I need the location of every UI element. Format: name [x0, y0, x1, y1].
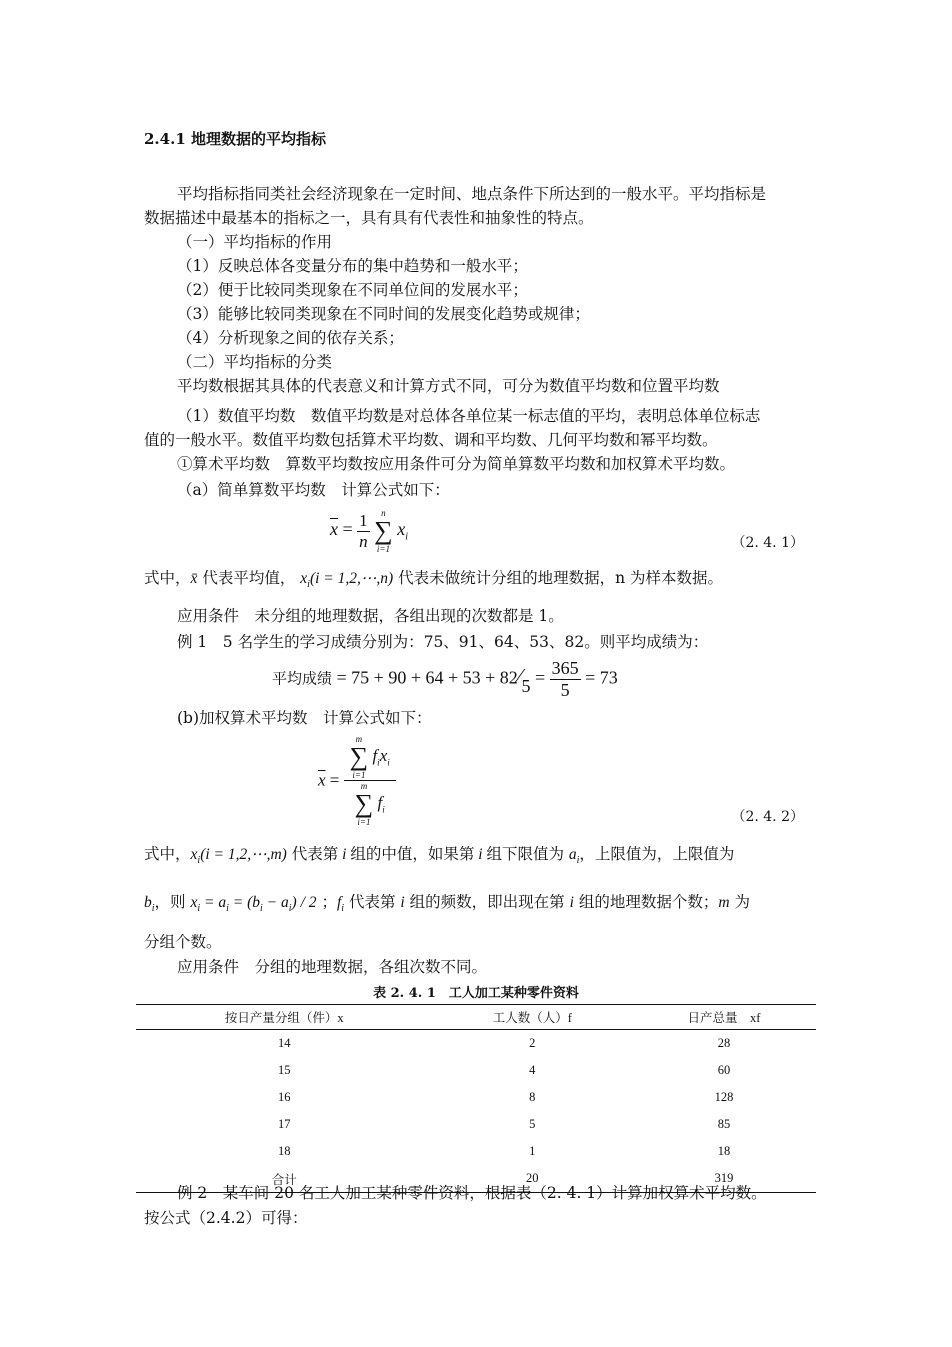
- paragraph-formula-explain-2: 式中，$x_i(i$ = 1,2,⋯,m) 代表第 i 组的中值，如果第 i 组下限值为 $a_i$，上限值为，上限值为: [144, 845, 735, 867]
- table-cell: 16: [278, 1090, 291, 1104]
- table-cell: 15: [278, 1063, 291, 1077]
- formula-simple-mean: $\overline{x}$ = $\frac{1}{n}$ n ∑ i=1 $x_i$: [330, 508, 408, 554]
- table-caption: 表 2. 4. 1 工人加工某种零件资料: [373, 986, 579, 1001]
- equation-number-1: （2. 4. 1）: [731, 535, 804, 551]
- table-cell: 60: [717, 1063, 731, 1077]
- table-row: [136, 1030, 816, 1058]
- table-row: [136, 1138, 816, 1165]
- paragraph-example-1: 例 1 5 名学生的学习成绩分别为：75、91、64、53、82。则平均成绩为：: [177, 633, 709, 651]
- table-cell: 18: [278, 1144, 291, 1158]
- list-item-2: （2）便于比较同类现象在不同单位间的发展水平；: [177, 281, 528, 299]
- column-header: 日产总量 xf: [632, 1005, 816, 1030]
- formula-example-1: 平均成绩 = 75 + 90 + 64 + 53 + 82⁄5 = $\frac{365}{5}$ = 73: [272, 658, 618, 700]
- column-header: 工人数（人）f: [433, 1005, 632, 1030]
- list-item-4: （4）分析现象之间的依存关系；: [177, 329, 404, 347]
- formula-weighted-mean: $\overline{x}$ = m ∑ i=1 $f_ix_i$ m ∑ i=1 $f_i$: [318, 734, 396, 827]
- paragraph-condition-1: 应用条件 未分组的地理数据，各组出现的次数都是 1。: [177, 607, 564, 625]
- table-cell: 2: [529, 1036, 536, 1050]
- table-cell: 128: [714, 1090, 734, 1104]
- paragraph-intro-2: 数据描述中最基本的指标之一，具有具有代表性和抽象性的特点。: [144, 209, 594, 227]
- table-cell: 28: [717, 1036, 731, 1050]
- list-item-1: （1）反映总体各变量分布的集中趋势和一般水平；: [177, 257, 528, 275]
- table-cell: 合计: [136, 1165, 433, 1193]
- table-cell: 17: [278, 1117, 291, 1131]
- table-row: [136, 1057, 816, 1084]
- paragraph-groups: 分组个数。: [144, 933, 222, 951]
- data-table: [136, 1004, 816, 1193]
- column-header: 按日产量分组（件）x: [136, 1005, 433, 1030]
- section-heading: 2.4.1 地理数据的平均指标: [144, 130, 326, 148]
- paragraph-intro-1: 平均指标指同类社会经济现象在一定时间、地点条件下所达到的一般水平。平均指标是: [177, 185, 767, 203]
- paragraph-numeric-2: 值的一般水平。数值平均数包括算术平均数、调和平均数、几何平均数和幂平均数。: [144, 431, 718, 449]
- table-cell: 18: [717, 1144, 731, 1158]
- table-cell: 1: [529, 1144, 536, 1158]
- table-row: [136, 1084, 816, 1111]
- subheading-role: （一）平均指标的作用: [177, 233, 333, 251]
- paragraph-example-2-cont: 按公式（2.4.2）可得：: [144, 1209, 308, 1227]
- paragraph-numeric-1: （1）数值平均数 数值平均数是对总体各单位某一标志值的平均，表明总体单位标志: [177, 407, 761, 425]
- paragraph-formula-explain-3: $b_i$，则 $x_i = a_i = (b_i - a_i) / 2$ ；$f_i$ 代表第 i 组的频数，即出现在第 i 组的地理数据个数；m 为: [144, 893, 750, 915]
- table-cell: 85: [717, 1117, 731, 1131]
- table-cell: 4: [529, 1063, 536, 1077]
- table-cell: 20: [433, 1165, 632, 1193]
- table-row: [136, 1111, 816, 1138]
- list-item-3: （3）能够比较同类现象在不同时间的发展变化趋势或规律；: [177, 305, 590, 323]
- table-cell: 319: [632, 1165, 816, 1193]
- table-cell: 5: [529, 1117, 536, 1131]
- paragraph-condition-2: 应用条件 分组的地理数据，各组次数不同。: [177, 958, 488, 976]
- table-cell: 14: [278, 1036, 291, 1050]
- paragraph-example-2: 例 2 某车间 20 名工人加工某种零件资料，根据表（2. 4. 1）计算加权算术平均数。: [177, 1184, 767, 1202]
- paragraph-formula-explain-1: 式中，x̄ 代表平均值， $x_i(i$ = 1,2,⋯,n) 代表未做统计分组的地理数据，n 为样本数据。: [144, 569, 723, 591]
- equation-number-2: （2. 4. 2）: [731, 809, 804, 825]
- paragraph-class: 平均数根据其具体的代表意义和计算方式不同，可分为数值平均数和位置平均数: [177, 377, 720, 395]
- paragraph-weighted: (b)加权算术平均数 计算公式如下：: [177, 709, 432, 727]
- table-cell: 8: [529, 1090, 536, 1104]
- subheading-class: （二）平均指标的分类: [177, 353, 333, 371]
- table-header-row: [136, 1005, 816, 1030]
- paragraph-arith: ①算术平均数 算数平均数按应用条件可分为简单算数平均数和加权算术平均数。: [177, 455, 736, 473]
- paragraph-simple: （a）简单算数平均数 计算公式如下：: [177, 481, 450, 499]
